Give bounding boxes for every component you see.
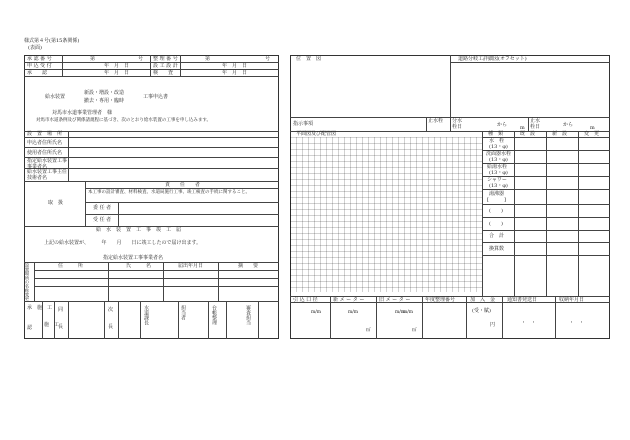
branch-valve-label: 分水栓日 [452,118,463,130]
table-head-new: 新 設 [552,131,568,137]
stop-valve-date-label: 止水栓日 [530,118,541,130]
instruction-label: 指示事項 [293,121,314,127]
col-old-meter: 旧 メ ー タ ー [379,297,411,303]
item-shower-size: (13・φ) [489,183,508,189]
item-basin: 洗面器水栓 [486,151,512,157]
item-other-2: ( ) [489,221,503,227]
stamp-deputy-chief: 長 [108,324,114,330]
registry-col-remarks: 摘 要 [238,263,259,269]
item-heater-size: [ ] [487,197,506,203]
side-label: (表面) [28,45,42,51]
design-label: 設 工 設 計 [153,63,178,69]
user-label: 使用者住所氏名 [27,150,63,156]
stamp-construction: 施 工 [44,322,60,328]
form-number: 様式第４号(第15条関係) [24,38,80,44]
col-receipt-date: 収納年月日 [559,297,585,303]
delegatee-label: 受 任 者 [93,217,112,223]
place-label: 設 置 場 所 [27,131,63,137]
application-received-label: 申 込 受 付 [27,63,52,69]
completion-text: 上記の給水装置が、 年 月 日に竣工したので届け出ます。 [44,240,202,246]
cubic-old: ㎥ [412,328,417,333]
handling-label: 取 扱 [48,200,64,206]
item-shower: シャワー [487,177,507,183]
responsibility-text: 本工事の設計審査、材料検査、水道局施行工事、竣工検査の手続に関すること。 [88,190,250,195]
membership-type: (受・賦) [472,308,491,314]
branch-detail-label: 道路分岐工詳細図(オフセット) [458,56,527,62]
location-map-label: 位 置 図 [296,56,322,62]
apparatus-label: 給水装置 [45,94,66,100]
delegate-label: 委 任 者 [93,205,112,211]
no-suffix-2: 号 [265,56,271,62]
types-bottom: 撤去・専用・臨時 [84,98,125,104]
stamp-review: 審査担当 [245,305,251,325]
registry-col-date: 届出年月日 [178,263,204,269]
inspection-date: 年 月 日 [222,70,248,76]
plan-label: 平面図及び配管図 [296,131,337,137]
design-date: 年 月 日 [222,63,248,69]
stamp-ledger: 台帳整理 [211,305,217,325]
responsibility-title: 責 任 者 [165,182,201,188]
item-basin-size: (13・φ) [489,157,508,163]
approval-label: 承 認 [27,70,48,76]
m-label-1: m [520,125,525,131]
stamp-staff: 担当者 [180,305,186,320]
unit-intake: m/m [311,310,322,315]
item-other-1: ( ) [489,208,503,214]
application-date: 年 月 日 [104,63,130,69]
no-prefix-2: 第 [205,56,211,62]
col-intake-diameter: 引 込 口 径 [293,297,318,303]
addressee: 対馬市水道事業管理者 様 [52,110,113,116]
from-label-2: から [563,122,574,128]
contractor-label: 指定給水装置工事事業者名 [27,158,68,170]
no-prefix: 第 [90,56,96,62]
registry-title: 指定給水装置工事事業者名 [103,255,164,261]
inspection-label: 検 査 [153,70,174,76]
receipt-date-dots: ・ ・ [569,320,585,326]
no-suffix: 号 [138,56,144,62]
item-heater: 湯沸器 [489,191,505,197]
approval-number-label: 承 認 番 号 [27,56,52,62]
stamp-same: 同 [58,307,64,313]
unit-new-meter: m/m [348,310,359,315]
from-label-1: から [497,122,508,128]
unit-old-meter: m/m [395,310,406,315]
registry-col-address: 住 所 [58,263,84,269]
document-title: 工事申込書 [143,94,169,100]
cubic-new: ㎥ [366,328,371,333]
applicant-label: 申込者住所氏名 [27,140,63,146]
stamp-water-section: 水道課長 [143,305,149,325]
unit-old-meter-2: m/m [403,310,414,315]
chief-engineer-label: 給水装置工事主任技術者名 [27,169,68,181]
statement: 対馬市水道条例及び関係諸規程に基づき、次のとおり給水装置の工事を申し込みます。 [36,118,211,123]
col-fiscal-number: 年度整理番号 [425,297,456,303]
registry-col-name: 氏 名 [126,263,152,269]
stop-valve-label: 止水栓 [428,118,444,124]
plan-grid [290,137,482,292]
m-label-2: m [590,125,595,131]
table-head-type: 種 類 [488,131,504,137]
completion-title: 給 水 装 置 工 事 竣 工 届 [96,227,182,233]
stamp-approval-2: 認 [27,325,33,331]
stamp-deputy: 次 [108,307,114,313]
item-converted: 換算数 [489,246,505,252]
table-head-change: 変 更 [584,131,600,137]
item-faucet: 水 栓 [489,138,505,144]
stamp-approval: 承 施 工 [27,305,53,311]
item-hot-water-size: (13・φ) [489,170,508,176]
stamp-chief: 長 [58,324,64,330]
registry-vertical-label: 設置場所の名称変更 [25,263,30,301]
item-hot-water: 給湯水栓 [487,164,508,170]
item-total: 合 計 [489,233,505,239]
approval-date: 年 月 日 [104,70,130,76]
col-membership-fee: 加 入 金 [470,297,496,303]
item-faucet-size: (13・φ) [489,144,508,150]
yen-label: 円 [490,322,496,328]
col-new-meter: 新 メ ー タ ー [333,297,365,303]
table-head-existing: 既 設 [520,131,536,137]
management-number-label: 整 理 番 号 [153,56,178,62]
col-notice-date: 通知書発送日 [507,297,538,303]
notice-date-dots: ・ ・ [521,320,537,326]
types-top: 新設・増設・改造 [84,90,125,96]
